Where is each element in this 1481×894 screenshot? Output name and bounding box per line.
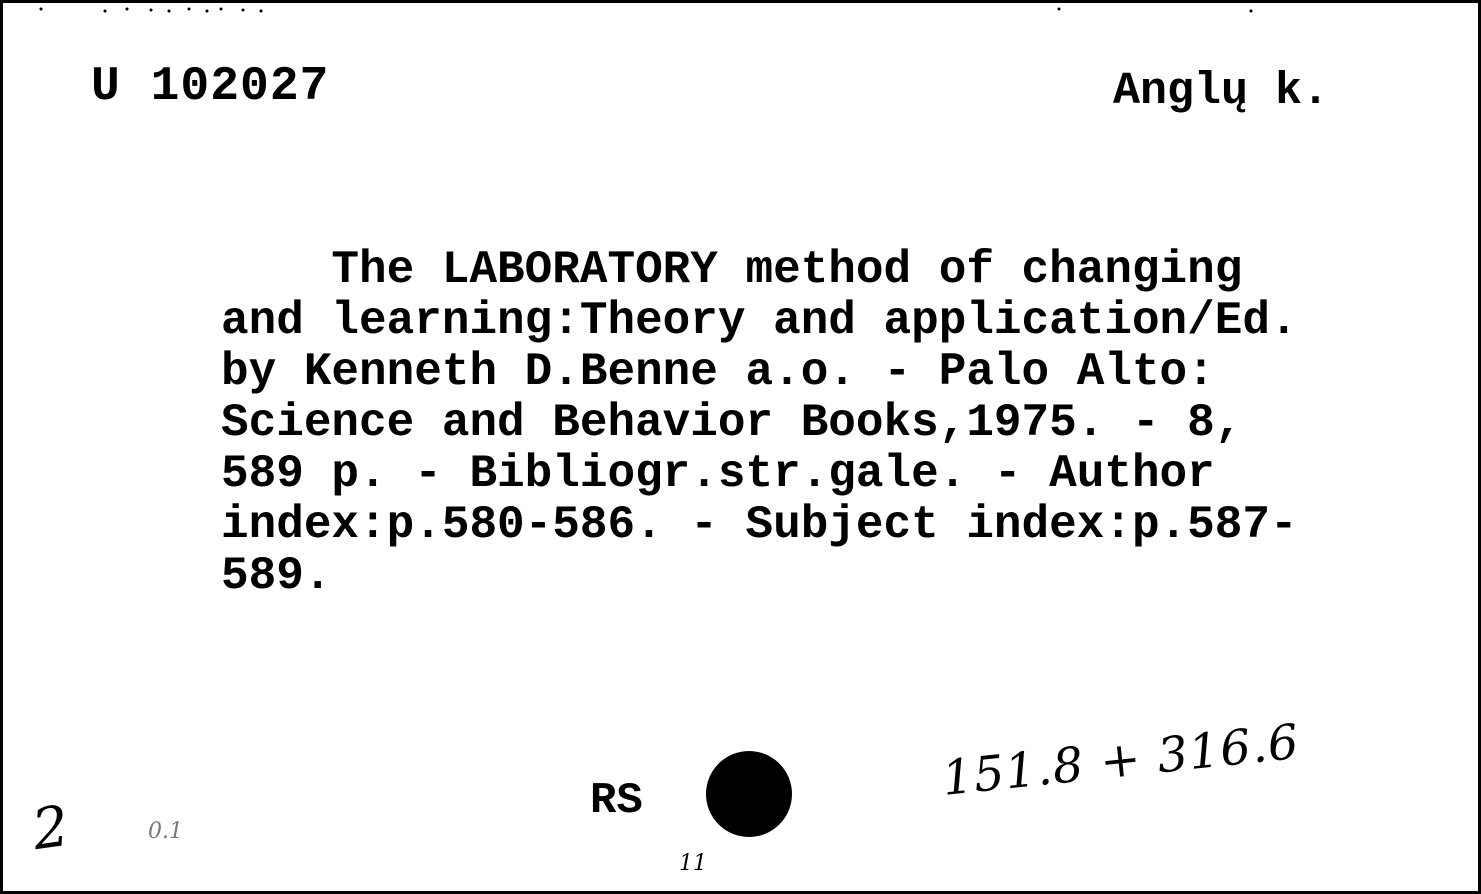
handwritten-faint-note: 0.1 <box>148 819 183 844</box>
description-line: 589 p. - Bibliogr.str.gale. - Author <box>221 448 1215 500</box>
description-line: by Kenneth D.Benne a.o. - Palo Alto: <box>221 346 1215 398</box>
handwritten-count: 2 <box>28 793 73 864</box>
description-line: The LABORATORY method of changing <box>221 244 1243 296</box>
bibliographic-description <box>221 245 1441 602</box>
location-code: RS <box>590 776 643 826</box>
call-number: U 102027 <box>91 60 330 114</box>
language-note: Anglų k. <box>1113 66 1330 117</box>
description-line: index:p.580-586. - Subject index:p.587- <box>221 499 1298 551</box>
top-edge-specks <box>39 3 1279 15</box>
description-line: Science and Behavior Books,1975. - 8, <box>221 397 1243 449</box>
description-line: and learning:Theory and application/Ed. <box>221 295 1298 347</box>
handwritten-classification: 151.8 + 316.6 <box>939 713 1303 807</box>
handwritten-mark: 11 <box>679 851 707 876</box>
punched-dot-marker <box>706 751 792 837</box>
description-line: 589. <box>221 550 332 602</box>
